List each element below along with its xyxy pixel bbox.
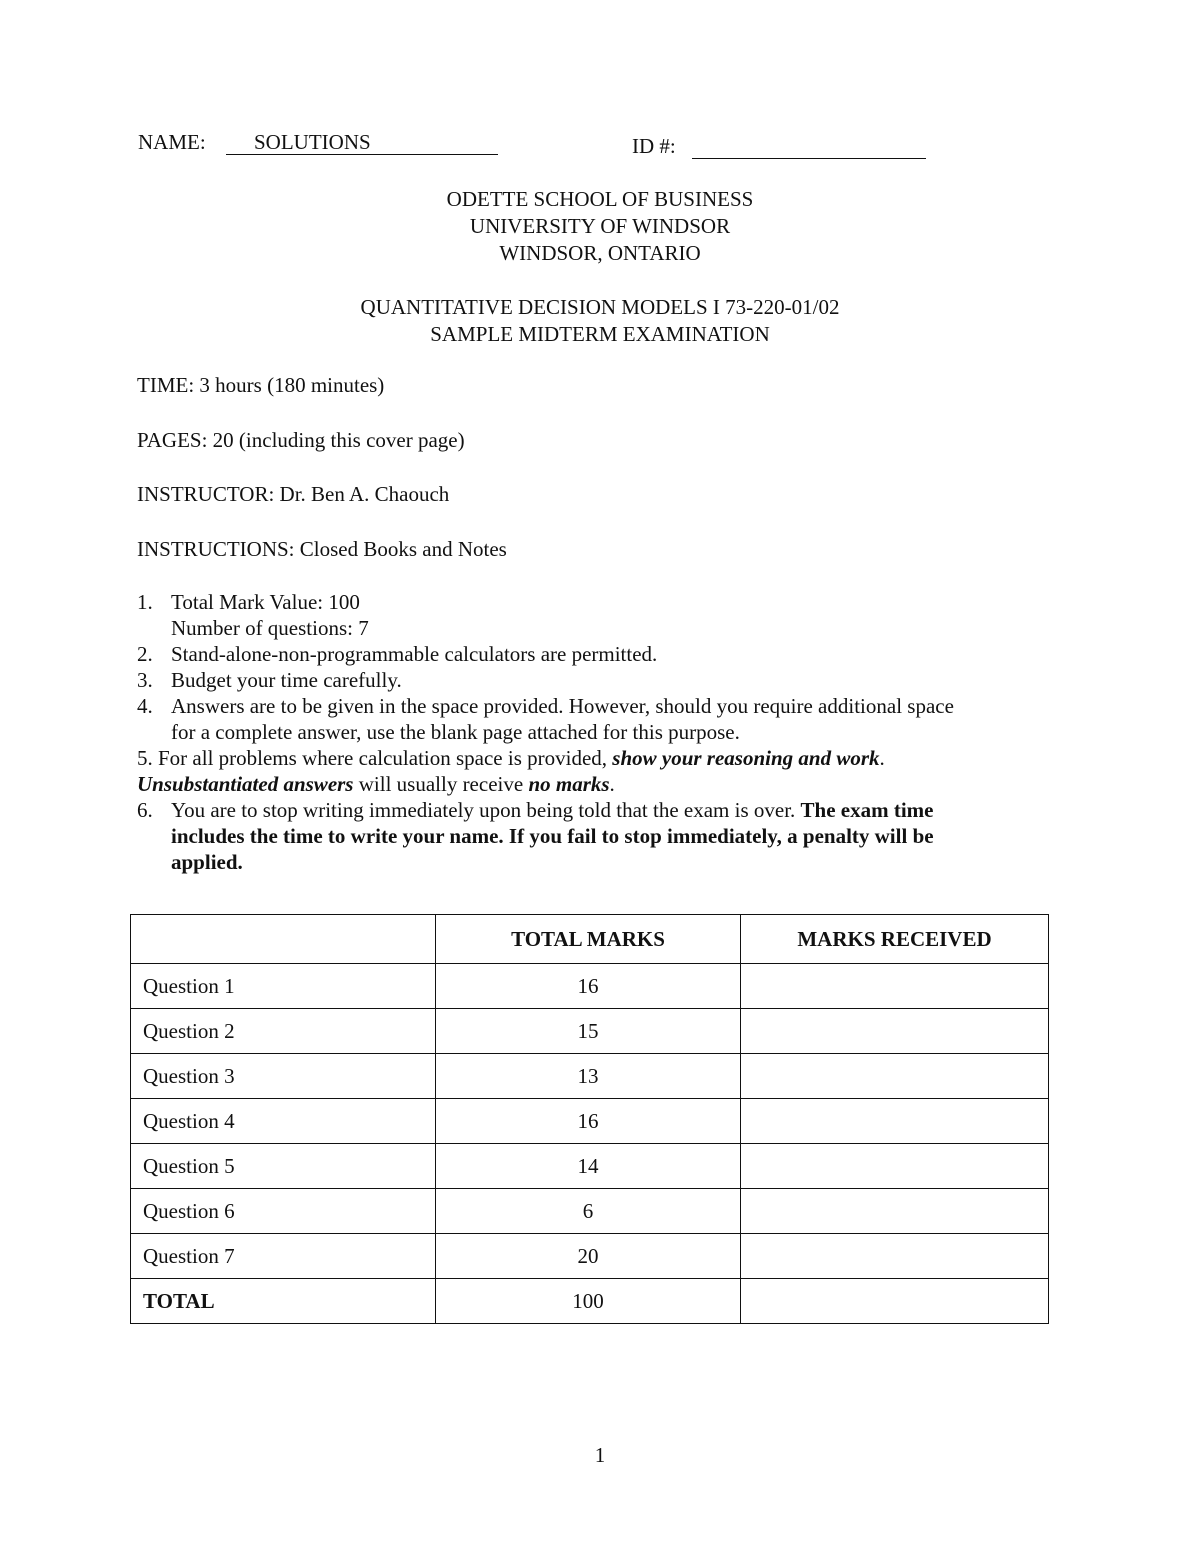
instructor-info: INSTRUCTOR: Dr. Ben A. Chaouch — [137, 482, 450, 506]
pages-info: PAGES: 20 (including this cover page) — [137, 428, 465, 452]
row-label: Question 2 — [131, 1009, 436, 1054]
row-total: 15 — [436, 1009, 741, 1054]
row-total: 14 — [436, 1144, 741, 1189]
table-row — [131, 1189, 1049, 1234]
row-total: 13 — [436, 1054, 741, 1099]
instructions-heading: INSTRUCTIONS: Closed Books and Notes — [137, 537, 507, 561]
name-label: NAME: — [138, 130, 206, 154]
row-label: Question 6 — [131, 1189, 436, 1234]
table-header-row — [131, 915, 1049, 964]
row-total: 16 — [436, 1099, 741, 1144]
table-row — [131, 1009, 1049, 1054]
instruction-2: 2. Stand-alone-non-programmable calculators are permitted. — [137, 642, 658, 666]
marks-table — [130, 914, 1049, 1324]
institution-line-2: UNIVERSITY OF WINDSOR — [469, 214, 731, 238]
id-field-line — [692, 132, 926, 159]
row-label: Question 1 — [131, 964, 436, 1009]
row-received — [741, 1009, 1049, 1054]
row-received — [741, 1234, 1049, 1279]
row-label: Question 5 — [131, 1144, 436, 1189]
instruction-1: 1. Total Mark Value: 100 Number of questions: 7 — [137, 590, 369, 640]
row-received — [741, 1099, 1049, 1144]
table-row — [131, 1099, 1049, 1144]
row-total: 6 — [436, 1189, 741, 1234]
table-total-row — [131, 1279, 1049, 1324]
instructions-list — [137, 589, 1067, 875]
course-title: QUANTITATIVE DECISION MODELS I 73-220-01/02 — [360, 295, 840, 319]
row-label: Question 4 — [131, 1099, 436, 1144]
row-label: Question 3 — [131, 1054, 436, 1099]
table-row — [131, 1234, 1049, 1279]
total-received — [741, 1279, 1049, 1324]
instruction-4: 4. Answers are to be given in the space provided. However, should you require additional space for a complete answer, use the blank page attached for this purpose. — [137, 694, 954, 744]
table-row — [131, 964, 1049, 1009]
institution-line-3: WINDSOR, ONTARIO — [499, 241, 701, 265]
total-value: 100 — [436, 1279, 741, 1324]
row-received — [741, 1189, 1049, 1234]
total-label: TOTAL — [131, 1279, 436, 1324]
header-blank — [131, 915, 436, 964]
row-label: Question 7 — [131, 1234, 436, 1279]
course-block — [0, 294, 1200, 348]
row-received — [741, 1054, 1049, 1099]
table-row — [131, 1054, 1049, 1099]
row-total: 20 — [436, 1234, 741, 1279]
name-value: SOLUTIONS — [254, 130, 371, 154]
instruction-5: 5. For all problems where calculation space is provided, show your reasoning and work. Unsubstantiated answers will usually receive no marks. — [137, 746, 885, 796]
exam-title: SAMPLE MIDTERM EXAMINATION — [430, 322, 770, 346]
id-label: ID #: — [632, 134, 676, 158]
header-total-marks: TOTAL MARKS — [436, 915, 741, 964]
page-number: 1 — [594, 1443, 606, 1467]
time-info: TIME: 3 hours (180 minutes) — [137, 373, 385, 397]
row-total: 16 — [436, 964, 741, 1009]
instruction-6: 6. You are to stop writing immediately upon being told that the exam is over. The exam time includes the time to write your name. If you fail to stop immediately, a penalty will be applied. — [137, 798, 934, 874]
instruction-3: 3. Budget your time carefully. — [137, 668, 402, 692]
row-received — [741, 1144, 1049, 1189]
institution-line-1: ODETTE SCHOOL OF BUSINESS — [446, 187, 754, 211]
table-row — [131, 1144, 1049, 1189]
row-received — [741, 964, 1049, 1009]
institution-block — [0, 186, 1200, 267]
header-marks-received: MARKS RECEIVED — [741, 915, 1049, 964]
